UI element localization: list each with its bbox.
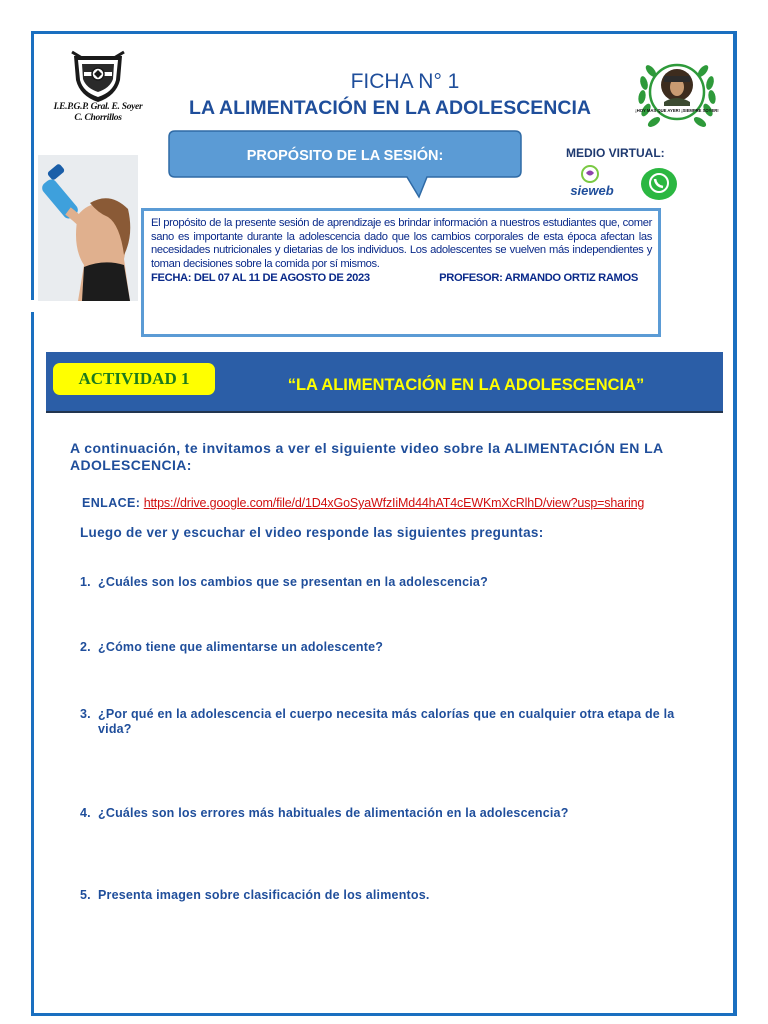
question-number: 5. <box>80 888 91 902</box>
question-text: ¿Por qué en la adolescencia el cuerpo necesita más calorías que en cualquier otra etapa de la vida? <box>98 707 675 736</box>
school-seal-icon <box>634 52 720 138</box>
question-number: 4. <box>80 806 91 820</box>
page-title: FICHA N° 1 <box>350 70 460 93</box>
instruction-text: Luego de ver y escuchar el video responde las siguientes preguntas: <box>80 525 544 540</box>
purpose-box <box>141 208 661 337</box>
link-label: ENLACE: <box>82 496 141 510</box>
whatsapp-icon <box>640 166 678 202</box>
question-text: Presenta imagen sobre clasificación de los alimentos. <box>98 888 430 902</box>
question-3 <box>80 707 680 737</box>
session-date: FECHA: DEL 07 AL 11 DE AGOSTO DE 2023 <box>151 272 370 285</box>
video-link-row <box>82 496 644 510</box>
question-number: 1. <box>80 575 91 589</box>
question-number: 3. <box>80 707 91 721</box>
sieweb-icon <box>575 164 605 184</box>
question-5 <box>80 888 680 903</box>
page-subtitle: LA ALIMENTACIÓN EN LA ADOLESCENCIA <box>189 97 591 119</box>
question-text: ¿Cuáles son los cambios que se presentan en la adolescencia? <box>98 575 488 589</box>
activity-badge: ACTIVIDAD 1 <box>53 363 215 395</box>
sieweb-label: sieweb <box>570 183 614 198</box>
intro-text: A continuación, te invitamos a ver el siguiente video sobre la ALIMENTACIÓN EN LA ADOLESCENCIA: <box>70 440 664 473</box>
school-crest-icon <box>70 50 126 104</box>
purpose-text: El propósito de la presente sesión de aprendizaje es brindar información a nuestros estudiantes que, comer sano es importante durante la adolescencia dado que los cambios corporales de esta época afectan las necesidades nutricionales y dietarias de los individuos. Los adolescentes se vuelven más independientes y toman decisiones sobre la comida por sí mismos. <box>151 217 652 270</box>
question-2 <box>80 640 680 655</box>
question-text: ¿Cuáles son los errores más habituales de alimentación en la adolescencia? <box>98 806 569 820</box>
teacher-name: PROFESOR: ARMANDO ORTIZ RAMOS <box>439 272 638 285</box>
purpose-heading: PROPÓSITO DE LA SESIÓN: <box>246 148 444 164</box>
purpose-callout <box>167 129 523 199</box>
seal-motto: ¡HOY MAS QUE AYER! ¡SIEMPRE SOYER! <box>635 108 719 113</box>
question-number: 2. <box>80 640 91 654</box>
question-4 <box>80 806 680 821</box>
video-link[interactable]: https://drive.google.com/file/d/1D4xGoSyaWfzIiMd44hAT4cEWKmXcRlhD/view?usp=sharing <box>143 496 645 510</box>
activity-title: “LA ALIMENTACIÓN EN LA ADOLESCENCIA” <box>287 376 645 394</box>
date-teacher-row <box>151 271 652 285</box>
question-text: ¿Cómo tiene que alimentarse un adolescente? <box>98 640 384 654</box>
medio-virtual-label: MEDIO VIRTUAL: <box>566 146 665 160</box>
school-name: I.E.P.G.P. Gral. E. Soyer C. Chorrillos <box>53 102 143 123</box>
border-gap <box>29 300 37 312</box>
teen-drinking-photo <box>38 155 138 301</box>
question-1 <box>80 575 680 590</box>
